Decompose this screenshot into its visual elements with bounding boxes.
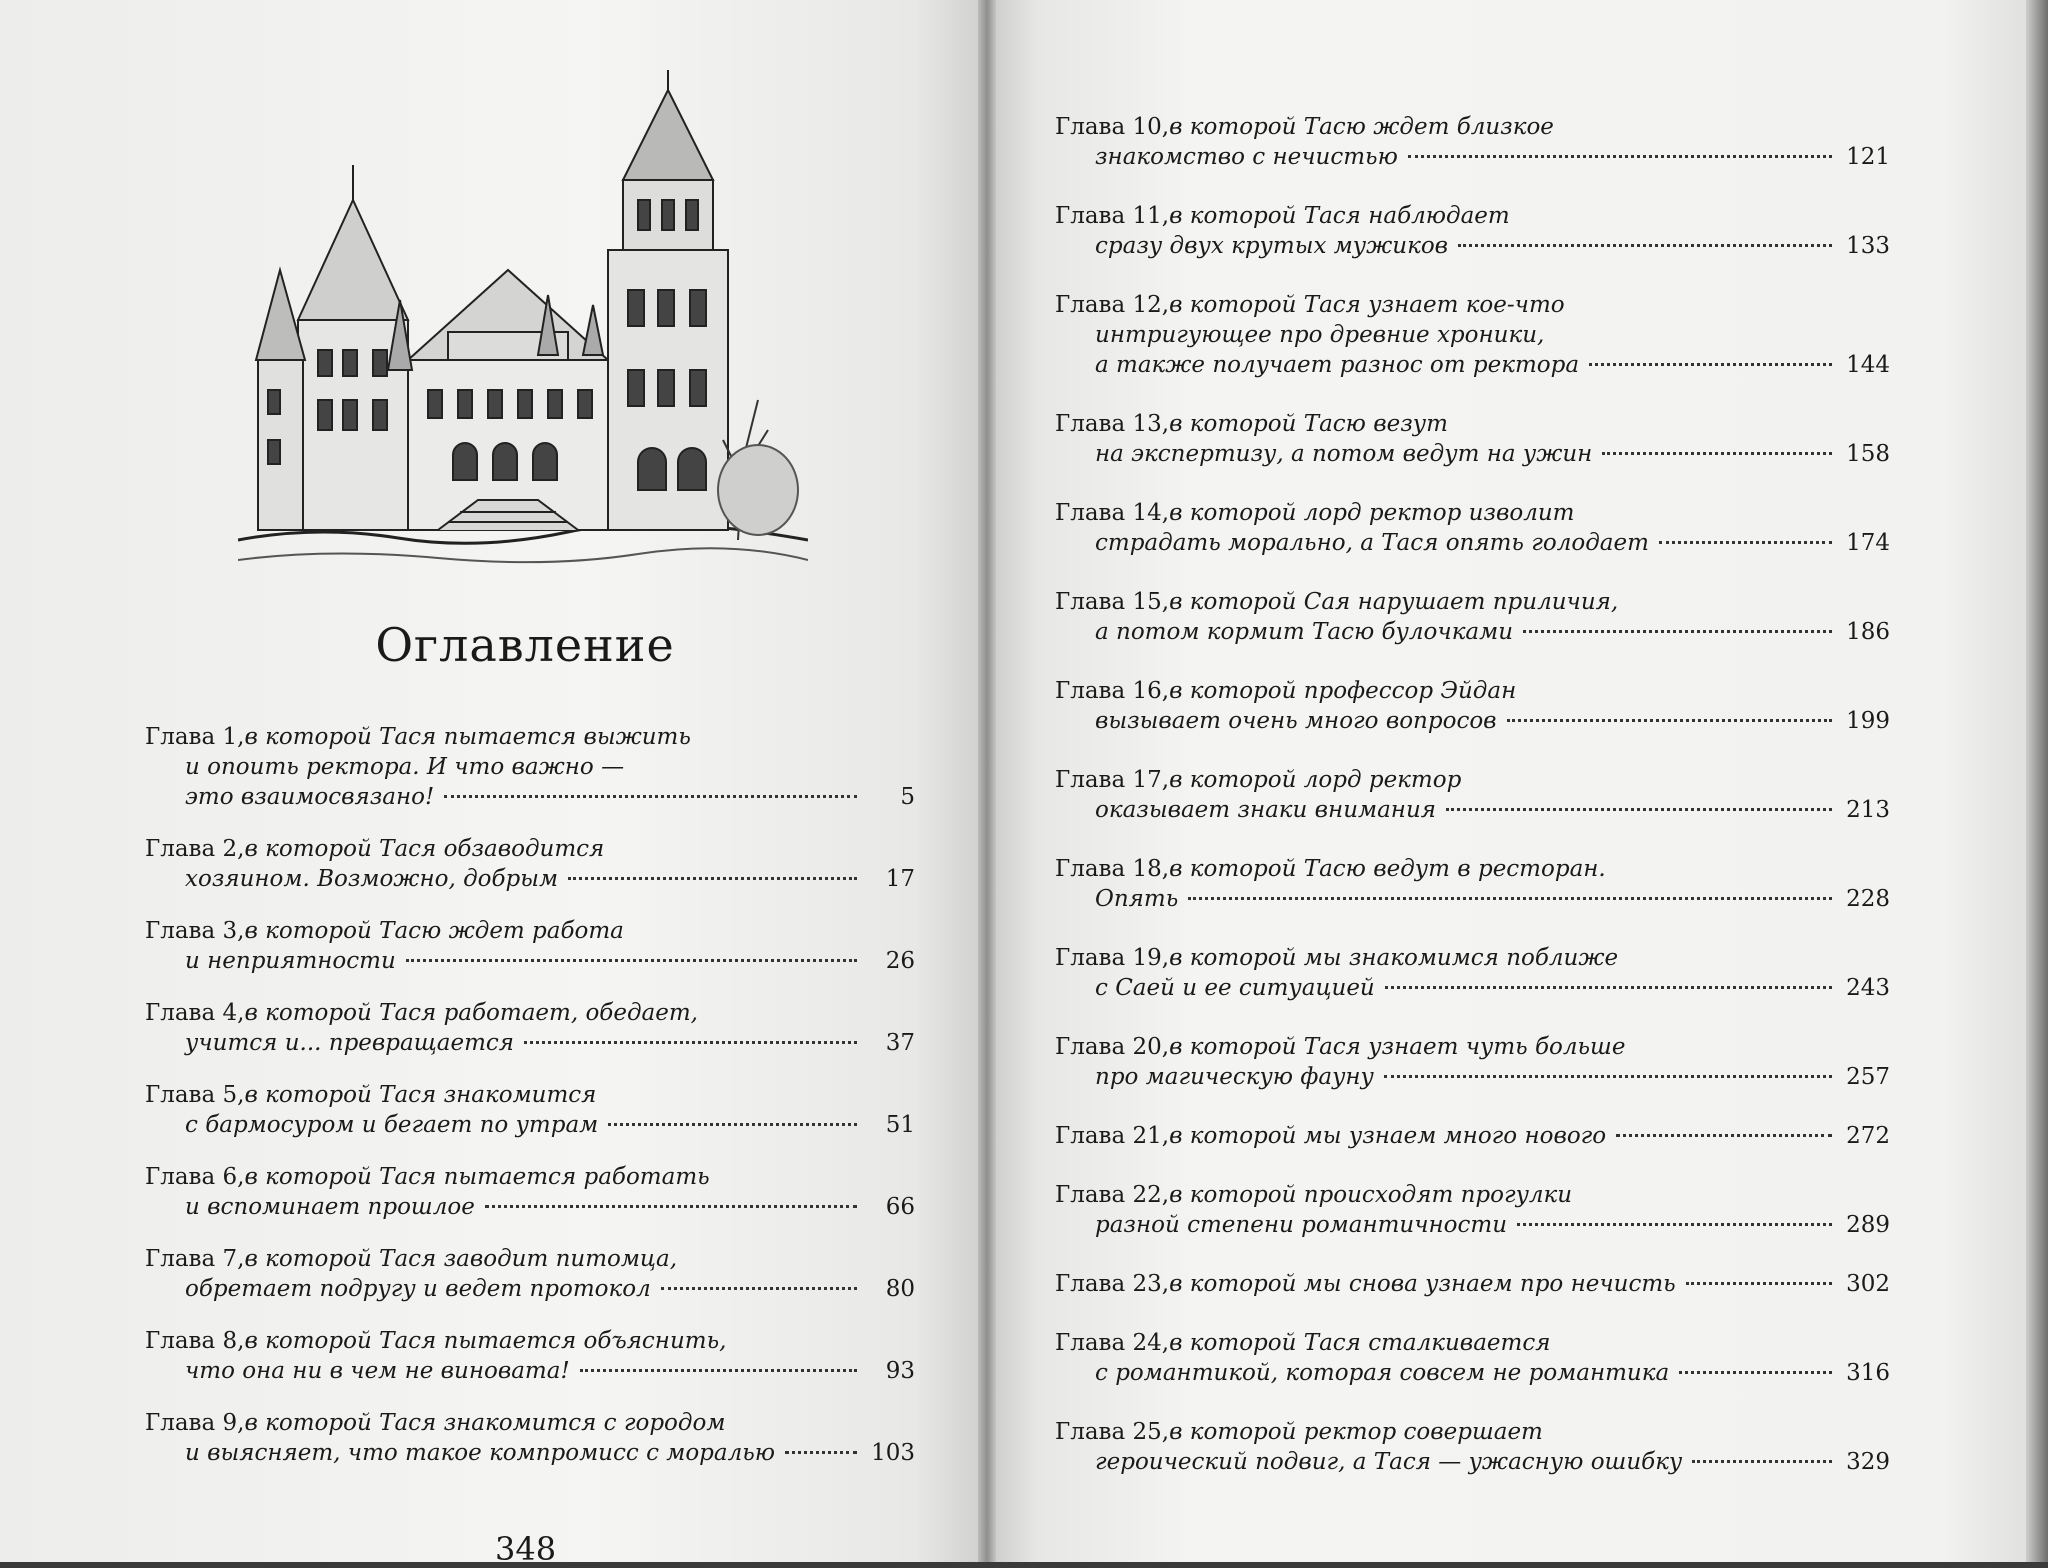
chapter-title-text: учится и... превращается <box>185 1030 514 1056</box>
toc-entry-line <box>145 1192 915 1222</box>
chapter-label: Глава 23, <box>1055 1271 1170 1297</box>
dot-leader <box>1616 1134 1832 1137</box>
chapter-title-text: в которой Тася узнает чуть больше <box>1169 1034 1626 1060</box>
chapter-label: Глава 24, <box>1055 1330 1170 1356</box>
chapter-title-text: про магическую фауну <box>1095 1064 1374 1090</box>
chapter-page-number: 289 <box>1846 1212 1890 1238</box>
chapter-title-text: в которой Тася заводит питомца, <box>244 1246 677 1272</box>
toc-entry-line <box>1055 1180 1890 1210</box>
dot-leader <box>1384 1075 1832 1078</box>
chapter-page-number: 66 <box>885 1194 915 1220</box>
dot-leader <box>1686 1282 1832 1285</box>
chapter-page-number: 17 <box>885 866 915 892</box>
chapter-page-number: 121 <box>1846 144 1890 170</box>
chapter-title-text: оказывает знаки внимания <box>1095 797 1436 823</box>
chapter-title-text: знакомство с нечистью <box>1095 144 1398 170</box>
chapter-page-number: 93 <box>885 1358 915 1384</box>
toc-entry <box>145 722 915 812</box>
toc-entry-line <box>1055 943 1890 973</box>
chapter-title-text: в которой Тасю ведут в ресторан. <box>1169 856 1606 882</box>
toc-entry-line <box>145 1326 915 1356</box>
toc-entry-line <box>145 1356 915 1386</box>
chapter-page-number: 199 <box>1846 708 1890 734</box>
toc-entry-line <box>145 1110 915 1140</box>
chapter-page-number: 302 <box>1846 1271 1890 1297</box>
dot-leader <box>1446 808 1832 811</box>
chapter-title-text: в которой мы узнаем много нового <box>1169 1123 1607 1149</box>
toc-entry <box>1055 290 1890 380</box>
chapter-label: Глава 9, <box>145 1410 245 1436</box>
chapter-page-number: 80 <box>885 1276 915 1302</box>
chapter-title-text: в которой лорд ректор <box>1169 767 1462 793</box>
chapter-title-text: в которой Сая нарушает приличия, <box>1169 589 1619 615</box>
chapter-title-text: в которой Тася пытается работать <box>244 1164 710 1190</box>
toc-entry <box>1055 854 1890 914</box>
toc-entry <box>1055 943 1890 1003</box>
toc-entry <box>1055 1121 1890 1151</box>
chapter-title-text: и опоить ректора. И что важно — <box>185 754 625 780</box>
toc-entry-line <box>1055 1210 1890 1240</box>
toc-entry-line <box>1055 1328 1890 1358</box>
toc-entry-line <box>1055 320 1890 350</box>
chapter-page-number: 329 <box>1846 1449 1890 1475</box>
toc-entry-line <box>1055 676 1890 706</box>
chapter-label: Глава 14, <box>1055 500 1170 526</box>
dot-leader <box>1385 986 1832 989</box>
toc-entry-line <box>1055 290 1890 320</box>
chapter-title-text: героический подвиг, а Тася — ужасную ошибку <box>1095 1449 1683 1475</box>
chapter-label: Глава 6, <box>145 1164 245 1190</box>
chapter-page-number: 133 <box>1846 233 1890 259</box>
chapter-page-number: 158 <box>1846 441 1890 467</box>
chapter-title-text: в которой Тасю ждет работа <box>244 918 624 944</box>
chapter-title-text: это взаимосвязано! <box>185 784 435 810</box>
toc-entry-line <box>145 1244 915 1274</box>
dot-leader <box>785 1451 857 1454</box>
chapter-label: Глава 5, <box>145 1082 245 1108</box>
toc-entry <box>145 1408 915 1468</box>
chapter-title-text: в которой мы снова узнаем про нечисть <box>1169 1271 1676 1297</box>
dot-leader <box>1458 244 1832 247</box>
toc-entry <box>145 916 915 976</box>
dot-leader <box>1589 363 1832 366</box>
chapter-label: Глава 20, <box>1055 1034 1170 1060</box>
chapter-title-text: и неприятности <box>185 948 396 974</box>
chapter-label: Глава 2, <box>145 836 245 862</box>
dot-leader <box>1659 541 1832 544</box>
chapter-page-number: 174 <box>1846 530 1890 556</box>
toc-entry-line <box>1055 973 1890 1003</box>
chapter-label: Глава 11, <box>1055 203 1170 229</box>
toc-entry <box>1055 676 1890 736</box>
castle-illustration <box>238 70 808 590</box>
chapter-title-text: в которой Тася знакомится с городом <box>244 1410 726 1436</box>
chapter-title-text: в которой Тася пытается объяснить, <box>244 1328 727 1354</box>
toc-entry-line <box>145 864 915 894</box>
dot-leader <box>580 1369 857 1372</box>
dot-leader <box>1692 1460 1832 1463</box>
toc-entry <box>1055 201 1890 261</box>
book-gutter <box>978 0 996 1562</box>
toc-entry-line <box>145 834 915 864</box>
chapter-title-text: вызывает очень много вопросов <box>1095 708 1497 734</box>
toc-entry <box>1055 498 1890 558</box>
toc-entry <box>1055 587 1890 647</box>
toc-entry-line <box>1055 201 1890 231</box>
chapter-label: Глава 25, <box>1055 1419 1170 1445</box>
toc-entry-line <box>145 1408 915 1438</box>
chapter-label: Глава 17, <box>1055 767 1170 793</box>
toc-entry-line <box>1055 1358 1890 1388</box>
toc-entry <box>145 1080 915 1140</box>
chapter-title-text: в которой Тасю ждет близкое <box>1169 114 1554 140</box>
toc-entry-line <box>1055 854 1890 884</box>
chapter-label: Глава 10, <box>1055 114 1170 140</box>
dot-leader <box>1507 719 1832 722</box>
dot-leader <box>524 1041 857 1044</box>
toc-entry-line <box>1055 1417 1890 1447</box>
dot-leader <box>1408 155 1832 158</box>
chapter-title-text: в которой происходят прогулки <box>1169 1182 1573 1208</box>
chapter-title-text: в которой профессор Эйдан <box>1169 678 1517 704</box>
toc-entry-line <box>1055 617 1890 647</box>
toc-entry-line <box>145 916 915 946</box>
toc-entry-line <box>145 1274 915 1304</box>
chapter-title-text: страдать морально, а Тася опять голодает <box>1095 530 1649 556</box>
chapter-title-text: в которой Тася знакомится <box>244 1082 597 1108</box>
toc-entry-line <box>145 1080 915 1110</box>
toc-entry-line <box>1055 439 1890 469</box>
toc-entry-line <box>1055 409 1890 439</box>
chapter-label: Глава 12, <box>1055 292 1170 318</box>
toc-entry <box>145 998 915 1058</box>
toc-entry-line <box>1055 795 1890 825</box>
toc-left-column <box>145 722 915 1490</box>
toc-entry <box>1055 1180 1890 1240</box>
toc-entry <box>1055 409 1890 469</box>
chapter-label: Глава 7, <box>145 1246 245 1272</box>
chapter-label: Глава 3, <box>145 918 245 944</box>
toc-entry <box>145 1244 915 1304</box>
chapter-label: Глава 1, <box>145 724 245 750</box>
chapter-page-number: 272 <box>1846 1123 1890 1149</box>
chapter-page-number: 51 <box>885 1112 915 1138</box>
chapter-page-number: 213 <box>1846 797 1890 823</box>
toc-entry-line <box>145 1438 915 1468</box>
chapter-title-text: в которой Тася наблюдает <box>1169 203 1510 229</box>
chapter-title-text: в которой Тасю везут <box>1169 411 1448 437</box>
dot-leader <box>1602 452 1832 455</box>
chapter-title-text: а также получает разнос от ректора <box>1095 352 1580 378</box>
chapter-title-text: Опять <box>1095 886 1179 912</box>
chapter-title-text: в которой лорд ректор изволит <box>1169 500 1575 526</box>
toc-entry-line <box>145 946 915 976</box>
chapter-label: Глава 8, <box>145 1328 245 1354</box>
chapter-title-text: в которой Тася работает, обедает, <box>244 1000 698 1026</box>
chapter-page-number: 186 <box>1846 619 1890 645</box>
chapter-page-number: 316 <box>1846 1360 1890 1386</box>
dot-leader <box>444 795 857 798</box>
chapter-label: Глава 18, <box>1055 856 1170 882</box>
chapter-label: Глава 16, <box>1055 678 1170 704</box>
dot-leader <box>568 877 857 880</box>
chapter-title-text: в которой Тася обзаводится <box>244 836 605 862</box>
toc-entry <box>1055 1417 1890 1477</box>
chapter-title-text: сразу двух крутых мужиков <box>1095 233 1449 259</box>
toc-entry-line <box>1055 1121 1890 1151</box>
chapter-label: Глава 13, <box>1055 411 1170 437</box>
chapter-title-text: на экспертизу, а потом ведут на ужин <box>1095 441 1593 467</box>
toc-entry-line <box>1055 231 1890 261</box>
toc-entry <box>1055 1032 1890 1092</box>
toc-entry-line <box>1055 765 1890 795</box>
toc-right-column <box>1055 112 1890 1506</box>
chapter-title-text: а потом кормит Тасю булочками <box>1095 619 1514 645</box>
chapter-page-number: 257 <box>1846 1064 1890 1090</box>
chapter-page-number: 243 <box>1846 975 1890 1001</box>
chapter-title-text: хозяином. Возможно, добрым <box>185 866 559 892</box>
toc-entry-line <box>145 998 915 1028</box>
toc-entry-line <box>1055 350 1890 380</box>
toc-entry-line <box>1055 528 1890 558</box>
chapter-label: Глава 4, <box>145 1000 245 1026</box>
toc-entry <box>145 1326 915 1386</box>
toc-entry-line <box>1055 142 1890 172</box>
toc-entry-line <box>1055 1269 1890 1299</box>
chapter-title-text: с Саей и ее ситуацией <box>1095 975 1375 1001</box>
toc-entry-line <box>1055 1062 1890 1092</box>
dot-leader <box>406 959 857 962</box>
chapter-label: Глава 21, <box>1055 1123 1170 1149</box>
chapter-title-text: в которой ректор совершает <box>1169 1419 1543 1445</box>
toc-entry-line <box>1055 884 1890 914</box>
toc-entry-line <box>1055 1447 1890 1477</box>
page-edge-shadow <box>2026 0 2048 1562</box>
dot-leader <box>1679 1371 1832 1374</box>
chapter-page-number: 103 <box>871 1440 915 1466</box>
toc-entry <box>1055 1328 1890 1388</box>
chapter-title-text: с бармосуром и бегает по утрам <box>185 1112 599 1138</box>
chapter-title-text: в которой Тася сталкивается <box>1169 1330 1551 1356</box>
chapter-title-text: что она ни в чем не виновата! <box>185 1358 570 1384</box>
toc-entry <box>1055 1269 1890 1299</box>
chapter-label: Глава 15, <box>1055 589 1170 615</box>
toc-entry-line <box>145 722 915 752</box>
toc-entry-line <box>145 782 915 812</box>
chapter-title-text: в которой мы знакомимся поближе <box>1169 945 1619 971</box>
dot-leader <box>608 1123 857 1126</box>
chapter-page-number: 228 <box>1846 886 1890 912</box>
chapter-label: Глава 22, <box>1055 1182 1170 1208</box>
dot-leader <box>485 1205 857 1208</box>
chapter-title-text: в которой Тася пытается выжить <box>244 724 691 750</box>
chapter-title-text: разной степени романтичности <box>1095 1212 1508 1238</box>
chapter-label: Глава 19, <box>1055 945 1170 971</box>
chapter-page-number: 26 <box>885 948 915 974</box>
toc-entry <box>145 1162 915 1222</box>
toc-entry <box>1055 112 1890 172</box>
chapter-page-number: 37 <box>885 1030 915 1056</box>
chapter-title-text: обретает подругу и ведет протокол <box>185 1276 651 1302</box>
chapter-page-number: 144 <box>1846 352 1890 378</box>
chapter-title-text: в которой Тася узнает кое-что <box>1169 292 1565 318</box>
toc-entry-line <box>1055 498 1890 528</box>
chapter-title-text: с романтикой, которая совсем не романтика <box>1095 1360 1670 1386</box>
toc-entry-line <box>145 1028 915 1058</box>
toc-entry <box>145 834 915 894</box>
toc-entry-line <box>1055 1032 1890 1062</box>
dot-leader <box>1523 630 1832 633</box>
toc-title: Оглавление <box>375 618 675 672</box>
toc-entry-line <box>1055 706 1890 736</box>
toc-entry <box>1055 765 1890 825</box>
toc-entry-line <box>1055 112 1890 142</box>
chapter-title-text: интригующее про древние хроники, <box>1095 322 1545 348</box>
chapter-page-number: 5 <box>900 784 915 810</box>
chapter-title-text: и выясняет, что такое компромисс с моралью <box>185 1440 776 1466</box>
chapter-title-text: и вспоминает прошлое <box>185 1194 475 1220</box>
page-number: 348 <box>495 1530 557 1568</box>
toc-entry-line <box>145 752 915 782</box>
dot-leader <box>1188 897 1832 900</box>
toc-entry-line <box>145 1162 915 1192</box>
dot-leader <box>661 1287 857 1290</box>
toc-entry-line <box>1055 587 1890 617</box>
dot-leader <box>1517 1223 1832 1226</box>
